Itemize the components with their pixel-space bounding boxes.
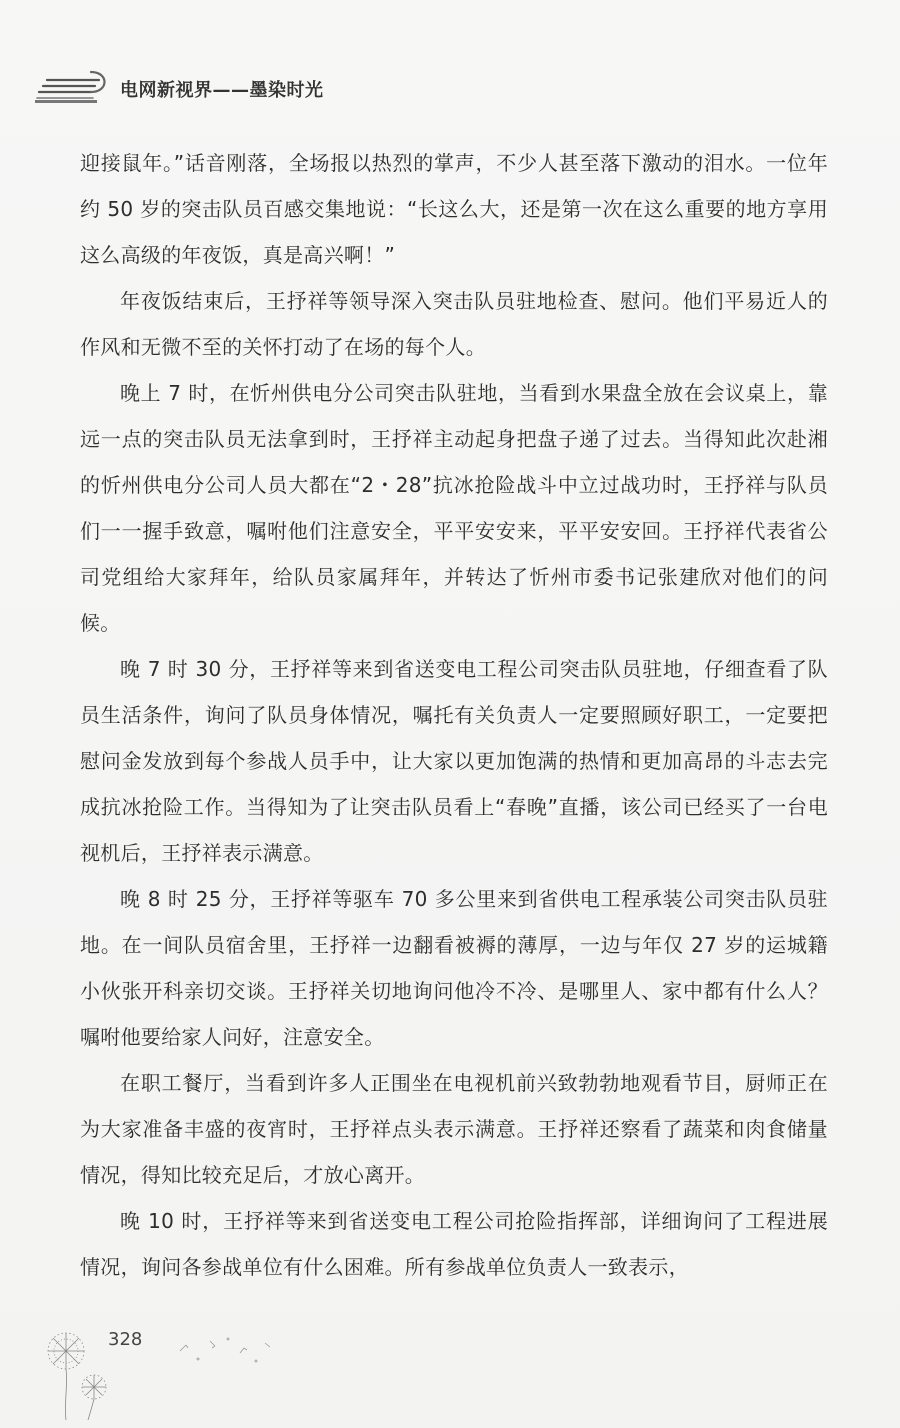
page-number: 328 (108, 1329, 143, 1350)
dandelion-icon (40, 1325, 110, 1420)
book-swoosh-icon (35, 62, 119, 110)
running-header (35, 62, 415, 110)
paragraph-5: 晚 8 时 25 分，王抒祥等驱车 70 多公里来到省供电工程承装公司突击队员驻地。在一间队员宿舍里，王抒祥一边翻看被褥的薄厚，一边与年仅 27 岁的运城籍小伙张开科亲切交谈。王抒祥关切地询问他冷不冷、是哪里人、家中都有什么人？嘱咐他要给家人问好，注意安全。 (80, 887, 828, 1049)
paragraph-1: 迎接鼠年。”话音刚落，全场报以热烈的掌声，不少人甚至落下激动的泪水。一位年约 50 岁的突击队员百感交集地说：“长这么大，还是第一次在这么重要的地方享用这么高级的年夜饭，真是高兴啊！” (80, 151, 828, 267)
paragraph-6: 在职工餐厅，当看到许多人正围坐在电视机前兴致勃勃地观看节目，厨师正在为大家准备丰盛的夜宵时，王抒祥点头表示满意。王抒祥还察看了蔬菜和肉食储量情况，得知比较充足后，才放心离开。 (80, 1071, 828, 1187)
header-title: 电网新视界——墨染时光 (120, 80, 324, 101)
page-footer (40, 1325, 340, 1420)
paragraph-3: 晚上 7 时，在忻州供电分公司突击队驻地，当看到水果盘全放在会议桌上，靠远一点的突击队员无法拿到时，王抒祥主动起身把盘子递了过去。当得知此次赴湘的忻州供电分公司人员大都在“2・28”抗冰抢险战斗中立过战功时，王抒祥与队员们一一握手致意，嘱咐他们注意安全，平平安安来，平平安安回。王抒祥代表省公司党组给大家拜年，给队员家属拜年，并转达了忻州市委书记张建欣对他们的问候。 (80, 381, 828, 635)
seed-scatter-icon (170, 1331, 290, 1371)
body-text (80, 140, 828, 1290)
paragraph-4: 晚 7 时 30 分，王抒祥等来到省送变电工程公司突击队员驻地，仔细查看了队员生活条件，询问了队员身体情况，嘱托有关负责人一定要照顾好职工，一定要把慰问金发放到每个参战人员手中，让大家以更加饱满的热情和更加高昂的斗志去完成抗冰抢险工作。当得知为了让突击队员看上“春晚”直播，该公司已经买了一台电视机后，王抒祥表示满意。 (80, 657, 828, 865)
paragraph-2: 年夜饭结束后，王抒祥等领导深入突击队员驻地检查、慰问。他们平易近人的作风和无微不至的关怀打动了在场的每个人。 (80, 289, 828, 359)
paragraph-7: 晚 10 时，王抒祥等来到省送变电工程公司抢险指挥部，详细询问了工程进展情况，询问各参战单位有什么困难。所有参战单位负责人一致表示， (80, 1209, 828, 1279)
